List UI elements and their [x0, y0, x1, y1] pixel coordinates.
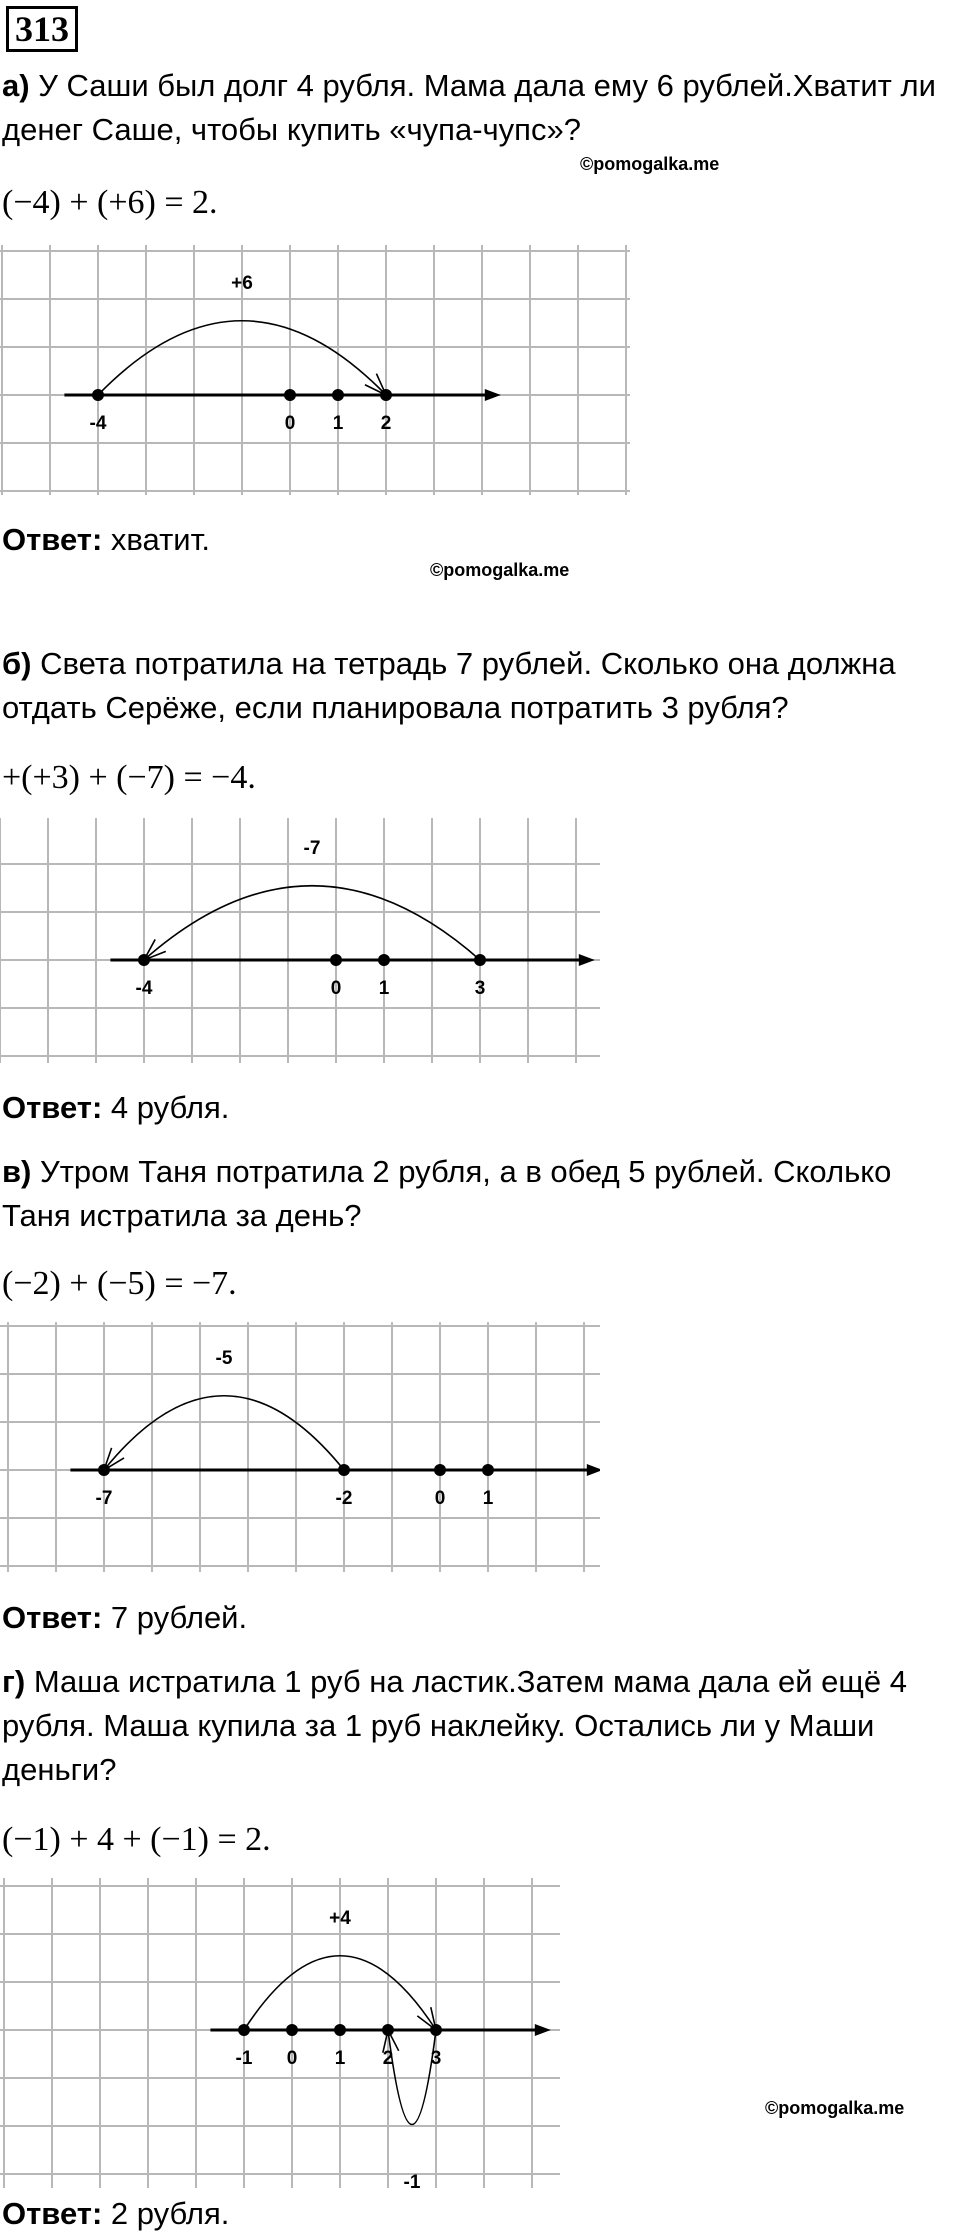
point-dot	[430, 2024, 442, 2036]
number-line-c	[0, 1322, 600, 1572]
jump-label: -1	[403, 2172, 421, 2188]
jump-arc	[144, 886, 480, 960]
tick-label: 2	[382, 2048, 394, 2069]
axis-arrow	[535, 2024, 551, 2036]
axis-arrow	[485, 389, 501, 401]
point-dot	[382, 2024, 394, 2036]
tick-label: 1	[334, 2048, 346, 2069]
tick-label: -1	[235, 2048, 253, 2069]
problem-b-equation: +(+3) + (−7) = −4.	[2, 759, 256, 796]
problem-a-body: У Саши был долг 4 рубля. Мама дала ему 6 рублей.Хватит ли денег Саше, чтобы купить «чупа-чупс»?	[2, 68, 936, 147]
answer-b-value: 4 рубля.	[102, 1090, 230, 1125]
problem-b-body: Света потратила на тетрадь 7 рублей. Сколько она должна отдать Серёже, если планировала потратить 3 рубля?	[2, 646, 896, 725]
jump-arc	[104, 1396, 344, 1470]
point-dot	[482, 1464, 494, 1476]
problem-c-letter: в)	[2, 1154, 32, 1189]
jump-label: -5	[215, 1348, 233, 1369]
problem-c-equation: (−2) + (−5) = −7.	[2, 1265, 237, 1302]
jump-label: -7	[303, 838, 321, 859]
grid	[0, 1322, 600, 1572]
point-dot	[434, 1464, 446, 1476]
number-line-a	[0, 245, 630, 495]
tick-label: 3	[430, 2048, 442, 2069]
problem-a-letter: а)	[2, 68, 30, 103]
problem-c-text	[2, 1150, 952, 1238]
tick-label: -2	[335, 1488, 353, 1509]
tick-label: 0	[330, 978, 342, 999]
answer-c-label: Ответ:	[2, 1600, 103, 1635]
answer-d	[2, 2194, 229, 2234]
tick-label: -7	[95, 1488, 113, 1509]
tick-label: -4	[135, 978, 153, 999]
problem-c-body: Утром Таня потратила 2 рубля, а в обед 5 рублей. Сколько Таня истратила за день?	[2, 1154, 892, 1233]
answer-d-label: Ответ:	[2, 2196, 103, 2231]
point-dot	[338, 1464, 350, 1476]
problem-d-equation: (−1) + 4 + (−1) = 2.	[2, 1821, 271, 1858]
problem-b-letter: б)	[2, 646, 32, 681]
tick-label: 3	[474, 978, 486, 999]
tick-label: 1	[482, 1488, 494, 1509]
point-dot	[330, 954, 342, 966]
point-dot	[334, 2024, 346, 2036]
point-dot	[474, 954, 486, 966]
problem-d-body: Маша истратила 1 руб на ластик.Затем мама дала ей ещё 4 рубля. Маша купила за 1 руб наклейку. Остались ли у Маши деньги?	[2, 1664, 908, 1787]
axis-arrow	[579, 954, 595, 966]
point-dot	[98, 1464, 110, 1476]
watermark-1: ©pomogalka.me	[580, 154, 720, 174]
answer-c-value: 7 рублей.	[102, 1600, 248, 1635]
task-number: 313	[6, 6, 78, 52]
answer-c	[2, 1598, 247, 1638]
problem-d-text	[2, 1660, 952, 1792]
answer-a-value: хватит.	[102, 522, 210, 557]
point-dot	[286, 2024, 298, 2036]
jump-label: +6	[231, 273, 253, 294]
point-dot	[238, 2024, 250, 2036]
problem-b-text	[2, 642, 952, 730]
watermark-2: ©pomogalka.me	[430, 560, 570, 580]
grid	[0, 245, 630, 495]
tick-label: -4	[89, 413, 107, 434]
answer-b	[2, 1088, 229, 1128]
problem-a-text	[2, 64, 952, 152]
jump-label: +4	[329, 1908, 351, 1929]
grid	[0, 1878, 560, 2188]
tick-label: 1	[378, 978, 390, 999]
watermark-3: ©pomogalka.me	[765, 2098, 905, 2118]
number-line-b	[0, 818, 600, 1063]
tick-label: 2	[380, 413, 392, 434]
point-dot	[92, 389, 104, 401]
problem-d-letter: г)	[2, 1664, 26, 1699]
tick-label: 0	[284, 413, 296, 434]
point-dot	[138, 954, 150, 966]
tick-label: 0	[286, 2048, 298, 2069]
point-dot	[380, 389, 392, 401]
tick-label: 0	[434, 1488, 446, 1509]
point-dot	[378, 954, 390, 966]
grid	[0, 818, 600, 1063]
point-dot	[332, 389, 344, 401]
answer-a-label: Ответ:	[2, 522, 103, 557]
problem-a-equation: (−4) + (+6) = 2.	[2, 184, 218, 221]
answer-d-value: 2 рубля.	[102, 2196, 230, 2231]
point-dot	[284, 389, 296, 401]
tick-label: 1	[332, 413, 344, 434]
answer-b-label: Ответ:	[2, 1090, 103, 1125]
number-line-d	[0, 1878, 560, 2188]
axis-arrow	[587, 1464, 600, 1476]
answer-a	[2, 520, 210, 560]
